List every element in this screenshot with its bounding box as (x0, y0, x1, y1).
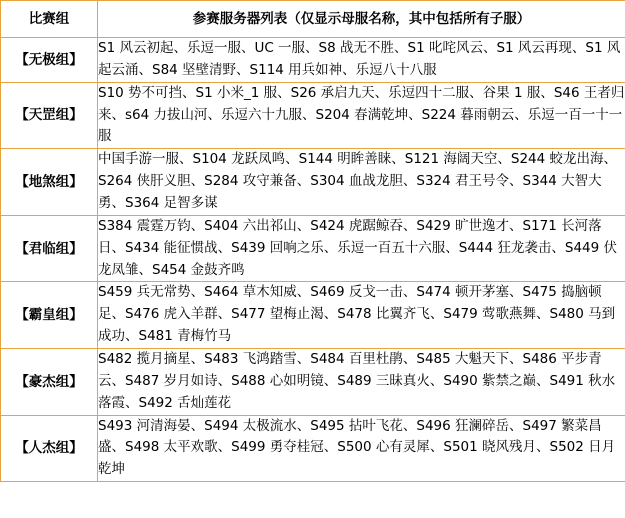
table-row (1, 215, 625, 282)
group-name: 【无极组】 (1, 38, 98, 83)
group-name: 【人杰组】 (1, 415, 98, 482)
table-header (1, 1, 625, 38)
server-list: S459 兵无常势、S464 草木知威、S469 反戈一击、S474 顿开茅塞、S475 捣脑顿足、S476 虎入羊群、S477 望梅止渴、S478 比翼齐飞、S479 莺歌燕舞、S480 马到成功、S481 青梅竹马 (98, 282, 625, 349)
group-name: 【君临组】 (1, 215, 98, 282)
table-row (1, 82, 625, 149)
table-row (1, 349, 625, 416)
column-header-servers: 参赛服务器列表（仅显示母服名称，其中包括所有子服） (98, 1, 625, 38)
server-list: S10 势不可挡、S1 小米_1 服、S26 承启九天、乐逗四十二服、谷果 1 服、S46 王者归来、s64 力拔山河、乐逗六十九服、S204 春满乾坤、S224 暮雨朝云、乐逗一百一十一服 (98, 82, 625, 149)
group-name: 【天罡组】 (1, 82, 98, 149)
table-row (1, 38, 625, 83)
group-name: 【地煞组】 (1, 149, 98, 216)
table-header-row (1, 1, 625, 38)
group-name: 【霸皇组】 (1, 282, 98, 349)
server-list: S1 风云初起、乐逗一服、UC 一服、S8 战无不胜、S1 叱咤风云、S1 风云再现、S1 风起云涌、S84 坚壁清野、S114 用兵如神、乐逗八十八服 (98, 38, 625, 83)
group-name: 【豪杰组】 (1, 349, 98, 416)
server-list: S384 震霆万钧、S404 六出祁山、S424 虎踞鲸吞、S429 旷世逸才、S171 长河落日、S434 能征惯战、S439 回响之乐、乐逗一百五十六服、S444 狂龙袭击、S449 伏龙凤雏、S454 金鼓齐鸣 (98, 215, 625, 282)
table-row (1, 415, 625, 482)
table-row (1, 282, 625, 349)
column-header-group: 比赛组 (1, 1, 98, 38)
table-row (1, 149, 625, 216)
server-list: S482 揽月摘星、S483 飞鸿踏雪、S484 百里杜鹃、S485 大魁天下、S486 平步青云、S487 岁月如诗、S488 心如明镜、S489 三昧真火、S490 紫禁之巅、S491 秋水落霞、S492 舌灿莲花 (98, 349, 625, 416)
server-list: S493 河清海晏、S494 太极流水、S495 拈叶飞花、S496 狂澜碎岳、S497 繁菜昌盛、S498 太平欢歌、S499 勇夺桂冠、S500 心有灵犀、S501 晓风残月、S502 日月乾坤 (98, 415, 625, 482)
table-body (1, 38, 625, 482)
server-list: 中国手游一服、S104 龙跃凤鸣、S144 明眸善睐、S121 海阔天空、S244 蛟龙出海、S264 侠肝义胆、S284 攻守兼备、S304 血战龙胆、S324 君王号令、S344 大智大勇、S364 足智多谋 (98, 149, 625, 216)
